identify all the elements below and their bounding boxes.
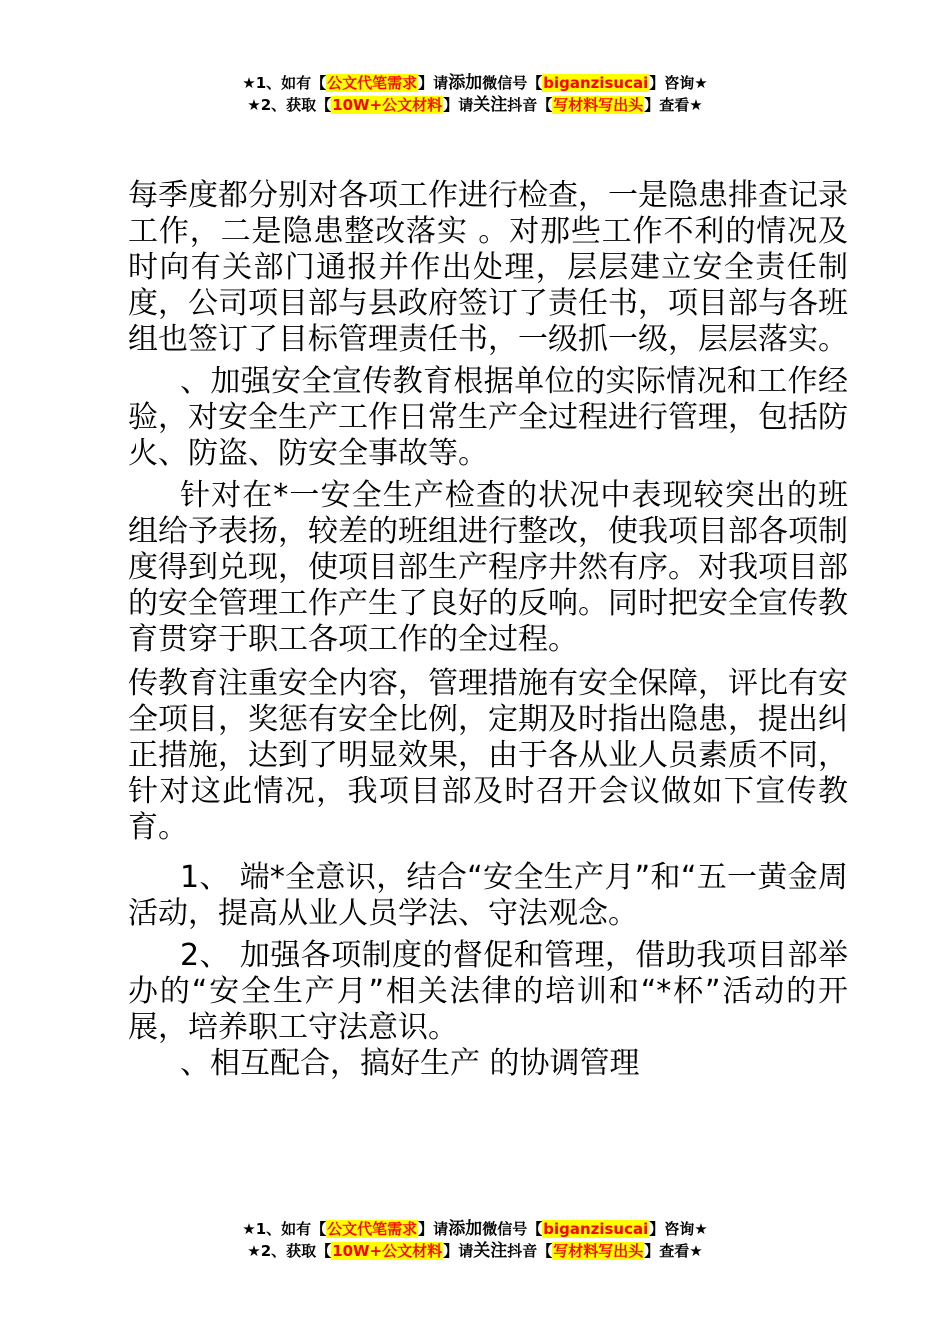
header-line-1-mid-2: 微信号【 (482, 74, 543, 92)
footer-banner (0, 1218, 950, 1262)
paragraph-3: 针对在*一安全生产检查的状况中表现较突出的班组给予表扬，较差的班组进行整改，使我项目部各项制度得到兑现，使项目部生产程序井然有序。对我项目部的安全管理工作产生了良好的反响。同时把安全宣传教育贯穿于职工各项工作的全过程。 (128, 478, 848, 657)
footer-line-1 (0, 1218, 950, 1240)
footer-line-2-pre: ★2、获取【 (247, 1242, 332, 1260)
document-body (128, 178, 848, 1082)
footer-line-1-highlight-2: biganzisucai (543, 1220, 649, 1238)
header-line-2-emphasis: 关注 (473, 95, 508, 115)
paragraph-1: 每季度都分别对各项工作进行检查，一是隐患排查记录工作，二是隐患整改落实 。对那些工作不利的情况及时向有关部门通报并作出处理，层层建立安全责任制度，公司项目部与县政府签订了责任书，项目部与各班组也签订了目标管理责任书，一级抓一级，层层落实。 (128, 178, 848, 357)
header-line-1 (0, 72, 950, 94)
header-line-1-pre: ★1、如有【 (242, 74, 327, 92)
paragraph-7: 、相互配合，搞好生产 的协调管理 (180, 1046, 640, 1081)
header-banner (0, 72, 950, 116)
header-line-2-highlight-2: 写材料写出头 (553, 96, 644, 114)
header-line-1-highlight-2: biganzisucai (543, 74, 649, 92)
footer-line-1-mid-2: 微信号【 (482, 1220, 543, 1238)
header-line-2-pre: ★2、获取【 (247, 96, 332, 114)
paragraph-2: 、加强安全宣传教育根据单位的实际情况和工作经验，对安全生产工作日常生产全过程进行管理，包括防火、防盗、防安全事故等。 (128, 364, 848, 471)
footer-line-2-post: 】查看★ (644, 1242, 703, 1260)
header-line-2-post: 】查看★ (644, 96, 703, 114)
list-item-1: 1、 端*全意识，结合“安全生产月”和“五一黄金周活动，提高从业人员学法、守法观念。 (128, 860, 848, 931)
header-line-1-emphasis: 添加 (448, 73, 483, 93)
footer-line-2-highlight-2: 写材料写出头 (553, 1242, 644, 1260)
header-line-1-mid-1: 】请 (418, 74, 449, 92)
footer-line-1-pre: ★1、如有【 (242, 1220, 327, 1238)
footer-line-1-mid-1: 】请 (418, 1220, 449, 1238)
footer-line-2-highlight-1: 10W+公文材料 (332, 1242, 443, 1260)
footer-line-1-emphasis: 添加 (448, 1219, 483, 1239)
footer-line-2 (0, 1240, 950, 1262)
header-line-1-post: 】咨询★ (649, 74, 708, 92)
footer-line-2-emphasis: 关注 (473, 1241, 508, 1261)
footer-line-1-post: 】咨询★ (649, 1220, 708, 1238)
header-line-1-highlight-1: 公文代笔需求 (327, 74, 418, 92)
paragraph-4: 传教育注重安全内容，管理措施有安全保障，评比有安全项目，奖惩有安全比例，定期及时指出隐患，提出纠正措施，达到了明显效果，由于各从业人员素质不同，针对这此情况，我项目部及时召开会议做如下宣传教育。 (128, 666, 848, 845)
footer-line-2-mid-2: 抖音【 (507, 1242, 553, 1260)
header-line-2-mid-2: 抖音【 (507, 96, 553, 114)
footer-line-2-mid-1: 】请 (443, 1242, 474, 1260)
header-line-2-mid-1: 】请 (443, 96, 474, 114)
list-item-2: 2、 加强各项制度的督促和管理，借助我项目部举办的“安全生产月”相关法律的培训和“*杯”活动的开展，培养职工守法意识。 (128, 938, 848, 1045)
header-line-2-highlight-1: 10W+公文材料 (332, 96, 443, 114)
footer-line-1-highlight-1: 公文代笔需求 (327, 1220, 418, 1238)
header-line-2 (0, 94, 950, 116)
